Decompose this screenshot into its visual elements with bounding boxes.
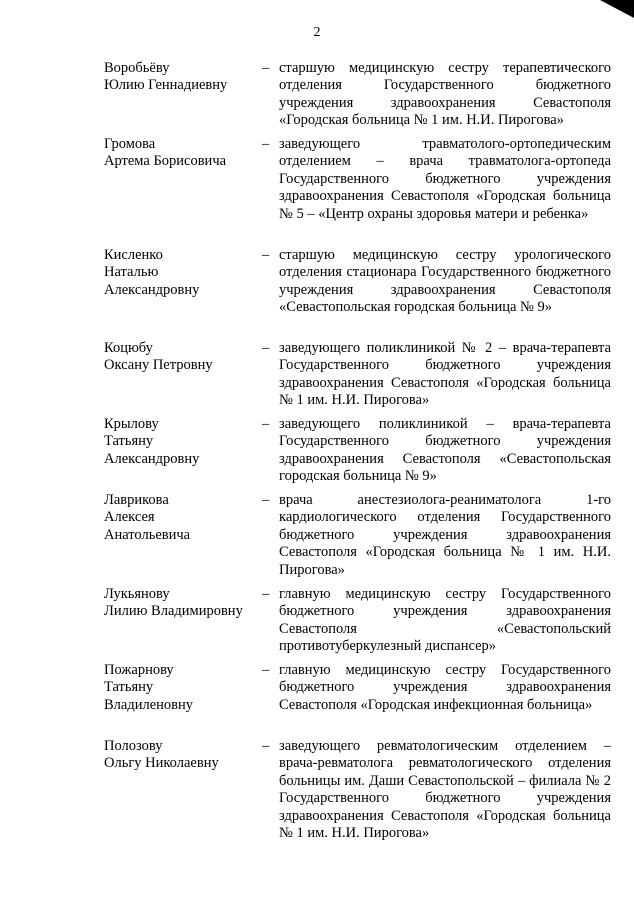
position-description: заведующего поликлиникой № 2 – врача-терапевта Государственного бюджетного учреждения здравоохранения Севастополя «Городская больница № 1 им. Н.И. Пирогова»: [279, 340, 611, 409]
person-name-line: Коцюбу: [104, 340, 153, 356]
dash-separator: –: [262, 492, 270, 508]
person-name-line: Александровну: [104, 281, 200, 298]
person-name-line: Татьяну: [104, 433, 154, 450]
person-name-line: Лукьянову: [104, 586, 170, 602]
page-number: 2: [313, 25, 321, 40]
position-description: старшую медицинскую сестру урологического отделения стационара Государственного бюджетного учреждения здравоохранения Севастополя «Севастопольская городская больница № 9»: [279, 247, 611, 316]
person-name-line: Владиленовну: [104, 696, 194, 713]
person-name-line: Лилию Владимировну: [104, 603, 243, 620]
person-name-line: Алексея: [104, 509, 155, 526]
person-name-line: Юлию Геннадиевну: [104, 77, 228, 94]
person-name-line: Оксану Петровну: [104, 357, 213, 374]
person-name-line: Артема Борисовича: [104, 153, 227, 170]
dash-separator: –: [262, 340, 270, 356]
position-description: врача анестезиолога-реаниматолога 1-го кардиологического отделения Государственного бюджетного учреждения здравоохранения Севастополя «Городская больница № 1 им. Н.И. Пирогова»: [279, 492, 611, 578]
person-name-line: Полозову: [104, 738, 163, 754]
person-name: [104, 662, 259, 714]
person-name: [104, 60, 259, 95]
dash-separator: –: [262, 586, 270, 602]
person-name-line: Кисленко: [104, 247, 163, 263]
position-description: заведующего травматолого-ортопедическим отделением – врача травматолога-ортопеда Государственного бюджетного учреждения здравоохранения Севастополя «Городская больница № 5 – «Центр охраны здоровья матери и ребенка»: [279, 136, 611, 222]
dash-separator: –: [262, 662, 270, 678]
person-name-line: Воробьёву: [104, 60, 170, 76]
person-name: [104, 416, 259, 468]
person-name-line: Громова: [104, 136, 156, 152]
person-name-line: Александровну: [104, 450, 200, 467]
dash-separator: –: [262, 416, 270, 432]
person-name-line: Пожарнову: [104, 662, 174, 678]
position-description: главную медицинскую сестру Государственного бюджетного учреждения здравоохранения Севастополя «Городская инфекционная больница»: [279, 662, 611, 713]
dash-separator: –: [262, 247, 270, 263]
position-description: заведующего поликлиникой – врача-терапевта Государственного бюджетного учреждения здравоохранения Севастополя «Севастопольская городская больница № 9»: [279, 416, 611, 485]
person-name-line: Крылову: [104, 416, 159, 432]
position-description: главную медицинскую сестру Государственного бюджетного учреждения здравоохранения Севастополя «Севастопольский противотуберкулезный диспансер»: [279, 586, 611, 655]
person-name-line: Лаврикова: [104, 492, 169, 508]
person-name-line: Ольгу Николаевну: [104, 755, 219, 772]
person-name: [104, 340, 259, 375]
dash-separator: –: [262, 738, 270, 754]
person-name: [104, 136, 259, 171]
person-name-line: Анатольевича: [104, 526, 191, 543]
position-description: заведующего ревматологическим отделением – врача-ревматолога ревматологического отделения больницы им. Даши Севастопольской – филиала № 2 Государственного бюджетного учреждения здравоохранения Севастополя «Городская больница № 1 им. Н.И. Пирогова»: [279, 738, 611, 842]
dash-separator: –: [262, 60, 270, 76]
person-name-line: Татьяну: [104, 679, 154, 696]
person-name: [104, 738, 259, 773]
page-corner-fold: [600, 0, 634, 18]
person-name: [104, 586, 259, 621]
position-description: старшую медицинскую сестру терапевтического отделения Государственного бюджетного учреждения здравоохранения Севастополя «Городская больница № 1 им. Н.И. Пирогова»: [279, 60, 611, 129]
dash-separator: –: [262, 136, 270, 152]
person-name-line: Наталью: [104, 264, 159, 281]
person-name: [104, 492, 259, 544]
person-name: [104, 247, 259, 299]
